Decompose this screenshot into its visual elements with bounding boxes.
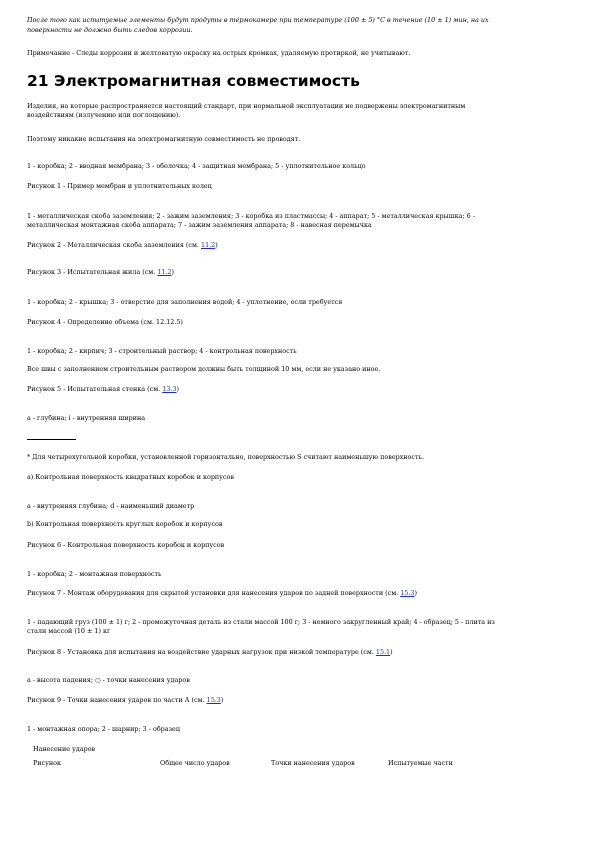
figure-8-legend-line-1: 1 - падающий груз (100 ± 1) г; 2 - промежуточная деталь из стали массой 100 г; 3 - немного закругленный край; 4 - образец; 5 - плита из: [27, 618, 495, 626]
figure-7-ref-link[interactable]: 15.3: [400, 589, 415, 597]
intro-line-1: После того как испытуемые элементы будут продуты в термокамере при температуре (100 ± 5) °С в течение (10 ± 1) мин, на их: [27, 16, 489, 24]
figure-2-caption-text: Рисунок 2 - Металлическая скоба заземления (см.: [27, 241, 201, 249]
figure-8-caption-close: ): [390, 648, 393, 656]
figure-9-caption-text: Рисунок 9 - Точки нанесения ударов по части А (см.: [27, 696, 207, 704]
figure-9-caption: [27, 696, 571, 705]
figure-8-legend-line-2: стали массой (10 ± 1) кг: [27, 627, 111, 635]
figure-1-caption: Рисунок 1 - Пример мембран и уплотнительных колец: [27, 182, 212, 190]
figure-6-caption: Рисунок 6 - Контрольная поверхность коробок и корпусов: [27, 541, 225, 549]
table-header-total-impacts: Общее число ударов: [160, 759, 230, 767]
figure-7-caption-close: ): [414, 589, 417, 597]
figure-2-ref-link[interactable]: 11.2: [201, 241, 216, 249]
figure-7-caption-text: Рисунок 7 - Монтаж оборудования для скрытой установки для нанесения ударов по задней поверхности (см.: [27, 589, 401, 597]
figure-7-caption: [27, 589, 571, 598]
figure-6-part-a: а) Контрольная поверхность квадратных коробок и корпусов: [27, 473, 234, 481]
figure-7-legend: 1 - коробка; 2 - монтажная поверхность: [27, 570, 162, 578]
figure-6-legend-b: a - внутренняя глубина; d - наименьший диаметр: [27, 502, 195, 510]
figure-1-legend: 1 - коробка; 2 - вводная мембрана; 3 - оболочка; 4 - защитная мембрана; 5 - уплотнительное кольцо: [27, 162, 366, 170]
figure-2-caption: [27, 241, 571, 250]
figure-9-legend: a - высота падения; ○ - точки нанесения ударов: [27, 676, 190, 684]
figure-3-caption-text: Рисунок 3 - Испытательная жила (см.: [27, 268, 158, 276]
figure-9-ref-link[interactable]: 15.3: [206, 696, 221, 704]
figure-5-caption-text: Рисунок 5 - Испытательная стенка (см.: [27, 385, 163, 393]
figure-3-ref-link[interactable]: 11.2: [157, 268, 172, 276]
section-title: 21 Электромагнитная совместимость: [27, 72, 360, 90]
table-header-tested-parts: Испытуемые части: [388, 759, 453, 767]
figure-8-ref-link[interactable]: 15.1: [375, 648, 391, 656]
figure-2-legend-line-1: 1 - металлическая скоба заземления; 2 - зажим заземления; 3 - коробка из пластмассы; 4 - аппарат; 5 - металлическая крышка; 6 -: [27, 212, 475, 220]
note-text: Примечание - Следы коррозии и желтоватую окраску на острых кромках, удаляемую протиркой, не учитывают.: [27, 49, 411, 57]
table-header-figure: Рисунок: [33, 759, 61, 767]
figure-8-caption-text: Рисунок 8 - Установка для испытания на воздействие ударных нагрузок при низкой температуре (см.: [27, 648, 376, 656]
figure-4-legend: 1 - коробка; 2 - крышка; 3 - отверстие для заполнения водой; 4 - уплотнение, если требуется: [27, 298, 343, 306]
section-para-1-line-1: Изделия, на которые распространяется настоящий стандарт, при нормальной эксплуатации не подвержены электромагнитным: [27, 102, 466, 110]
figure-5-caption-close: ): [176, 385, 179, 393]
figure-5-note: Все швы с заполнением строительным раствором должны быть толщиной 10 мм, если не указано иное.: [27, 365, 381, 373]
figure-5-ref-link[interactable]: 13.3: [162, 385, 177, 393]
figure-4-caption: Рисунок 4 - Определение объема (см. 12.12.5): [27, 318, 183, 326]
section-para-1-line-2: воздействиям (излучению или поглощению).: [27, 111, 181, 119]
figure-10-legend: 1 - монтажная опора; 2 - шарнир; 3 - образец: [27, 725, 180, 733]
footnote-text: * Для четырехугольной коробки, установленной горизонтально, поверхностью S считают наименьшую поверхность.: [27, 453, 425, 461]
figure-6-legend-a: a - глубина; i - внутренняя ширина: [27, 414, 146, 422]
table-header-impact-points: Точки нанесения ударов: [271, 759, 355, 767]
figure-9-caption-close: ): [220, 696, 224, 704]
section-para-2: Поэтому никакие испытания на электромагнитную совместимость не проводят.: [27, 135, 301, 143]
figure-8-caption: [27, 648, 571, 657]
table-title: Нанесение ударов: [33, 745, 96, 753]
figure-6-part-b: b) Контрольная поверхность круглых коробок и корпусов: [27, 520, 223, 528]
figure-2-caption-close: ): [215, 241, 218, 249]
footnote-divider: [27, 439, 76, 440]
figure-5-caption: [27, 385, 571, 394]
figure-5-legend: 1 - коробка; 2 - кирпич; 3 - строительный раствор; 4 - контрольная поверхность: [27, 347, 297, 355]
figure-3-caption-close: ): [171, 268, 175, 276]
figure-2-legend-line-2: металлическая монтажная скоба аппарата; 7 - зажим заземления аппарата; 8 - навесная перемычка: [27, 221, 372, 229]
figure-3-caption: [27, 268, 571, 277]
intro-line-2: поверхности не должно быть следов коррозии.: [27, 26, 193, 34]
